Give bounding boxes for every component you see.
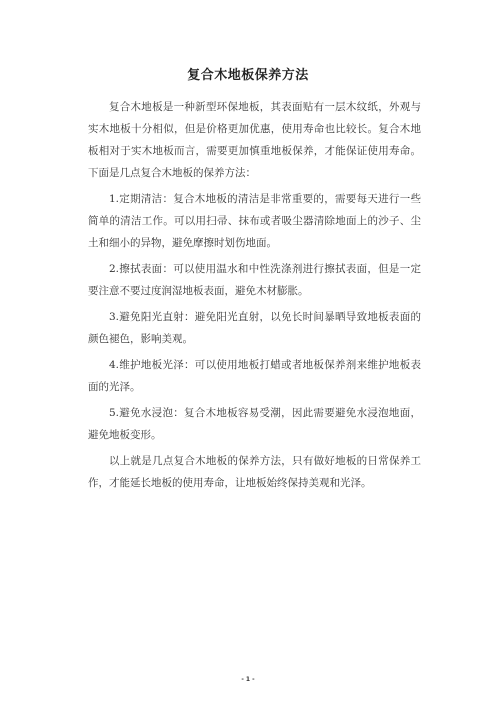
intro-paragraph: 复合木地板是一种新型环保地板，其表面贴有一层木纹纸，外观与实木地板十分相似，但是价格更加优惠，使用寿命也比较长。复合木地板相对于实木地板而言，需要更加慎重地板保养，才能保证使用寿命。下面是几点复合木地板的保养方法： xyxy=(88,101,421,179)
tip-maintain-gloss: 4.维护地板光泽：可以使用地板打蜡或者地板保养剂来维护地板表面的光泽。 xyxy=(88,359,421,393)
tip-avoid-water: 5.避免水浸泡：复合木地板容易受潮，因此需要避免水浸泡地面，避免地板变形。 xyxy=(88,407,421,441)
tip-wipe-surface: 2.擦拭表面：可以使用温水和中性洗涤剂进行擦拭表面，但是一定要注意不要过度润湿地板表面，避免木材膨胀。 xyxy=(88,263,421,297)
tip-regular-cleaning: 1.定期清洁：复合木地板的清洁是非常重要的，需要每天进行一些简单的清洁工作。可以用扫帚、抹布或者吸尘器清除地面上的沙子、尘土和细小的异物，避免摩擦时划伤地面。 xyxy=(88,193,421,249)
document-body xyxy=(88,96,421,494)
tip-avoid-sunlight: 3.避免阳光直射：避免阳光直射，以免长时间暴晒导致地板表面的颜色褪色，影响美观。 xyxy=(88,311,421,345)
document-title: 复合木地板保养方法 xyxy=(187,68,309,83)
page-number: - 1 - xyxy=(241,676,255,683)
conclusion-paragraph: 以上就是几点复合木地板的保养方法，只有做好地板的日常保养工作，才能延长地板的使用寿命，让地板始终保持美观和光泽。 xyxy=(88,455,421,489)
